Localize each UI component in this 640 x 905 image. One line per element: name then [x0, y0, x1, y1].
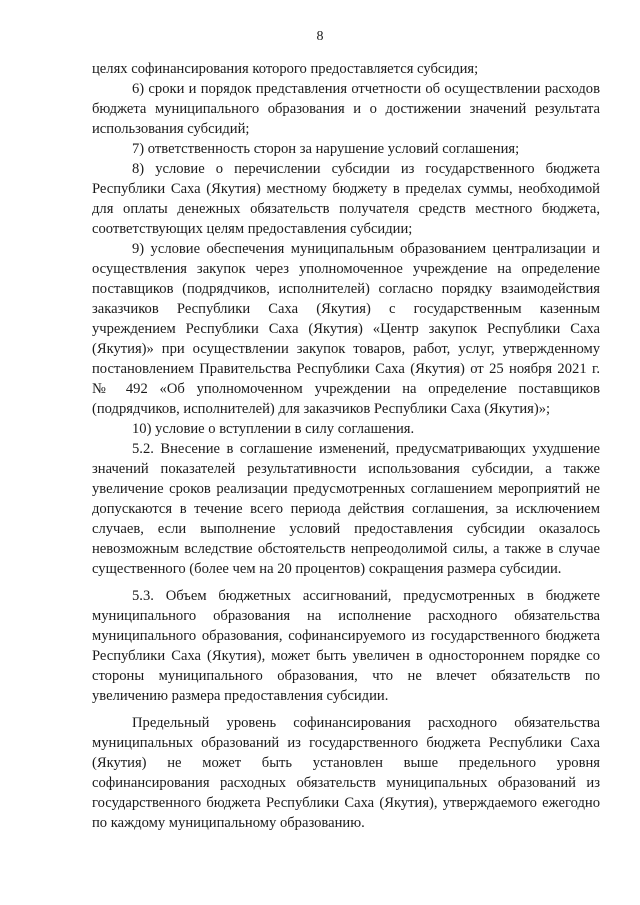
document-body [92, 59, 600, 833]
cofinancing-limit-paragraph: Предельный уровень софинансирования расходного обязательства муниципальных образований из государственного бюджета Республики Саха (Якутия) не может быть установлен выше предельного уровня софинансирования расходных обязательств муниципальных образований из государственного бюджета Республики Саха (Якутия), утверждаемого ежегодно по каждому муниципальному образованию. [92, 715, 600, 831]
clause-5-2: 5.2. Внесение в соглашение изменений, предусматривающих ухудшение значений показателей результативности использования субсидии, а также увеличение сроков реализации предусмотренных соглашением мероприятий не допускаются в течение всего периода действия соглашения, за исключением случаев, если выполнение условий предоставления субсидии оказалось невозможным вследствие обстоятельств непреодолимой силы, а также в случае существенного (более чем на 20 процентов) сокращения размера субсидии. [92, 441, 600, 577]
paragraph-continuation: целях софинансирования которого предоставляется субсидия; [92, 61, 479, 77]
list-item-8: 8) условие о перечислении субсидии из государственного бюджета Республики Саха (Якутия) местному бюджету в пределах суммы, необходимой для оплаты денежных обязательств получателя средств местного бюджета, соответствующих целям предоставления субсидии; [92, 161, 600, 237]
list-item-6: 6) сроки и порядок представления отчетности об осуществлении расходов бюджета муниципального образования и о достижении значений результата использования субсидий; [92, 81, 600, 137]
page-number: 8 [316, 29, 324, 44]
list-item-10: 10) условие о вступлении в силу соглашения. [132, 421, 415, 437]
list-item-9: 9) условие обеспечения муниципальным образованием централизации и осуществления закупок через уполномоченное учреждение на определение поставщиков (подрядчиков, исполнителей) согласно порядку взаимодействия заказчиков Республики Саха (Якутия) с государственным казенным учреждением Республики Саха (Якутия) «Центр закупок Республики Саха (Якутия)» при осуществлении закупок товаров, работ, услуг, утвержденному постановлением Правительства Республики Саха (Якутия) от 25 ноября 2021 г. № 492 «Об уполномоченном учреждении на определение поставщиков (подрядчиков, исполнителей) для заказчиков Республики Саха (Якутия)»; [92, 241, 600, 417]
list-item-7: 7) ответственность сторон за нарушение условий соглашения; [132, 141, 520, 157]
clause-5-3: 5.3. Объем бюджетных ассигнований, предусмотренных в бюджете муниципального образования на исполнение расходного обязательства муниципального образования, софинансируемого из государственного бюджета Республики Саха (Якутия), может быть увеличен в одностороннем порядке со стороны муниципального образования, что не влечет обязательств по увеличению размера предоставления субсидии. [92, 588, 600, 704]
